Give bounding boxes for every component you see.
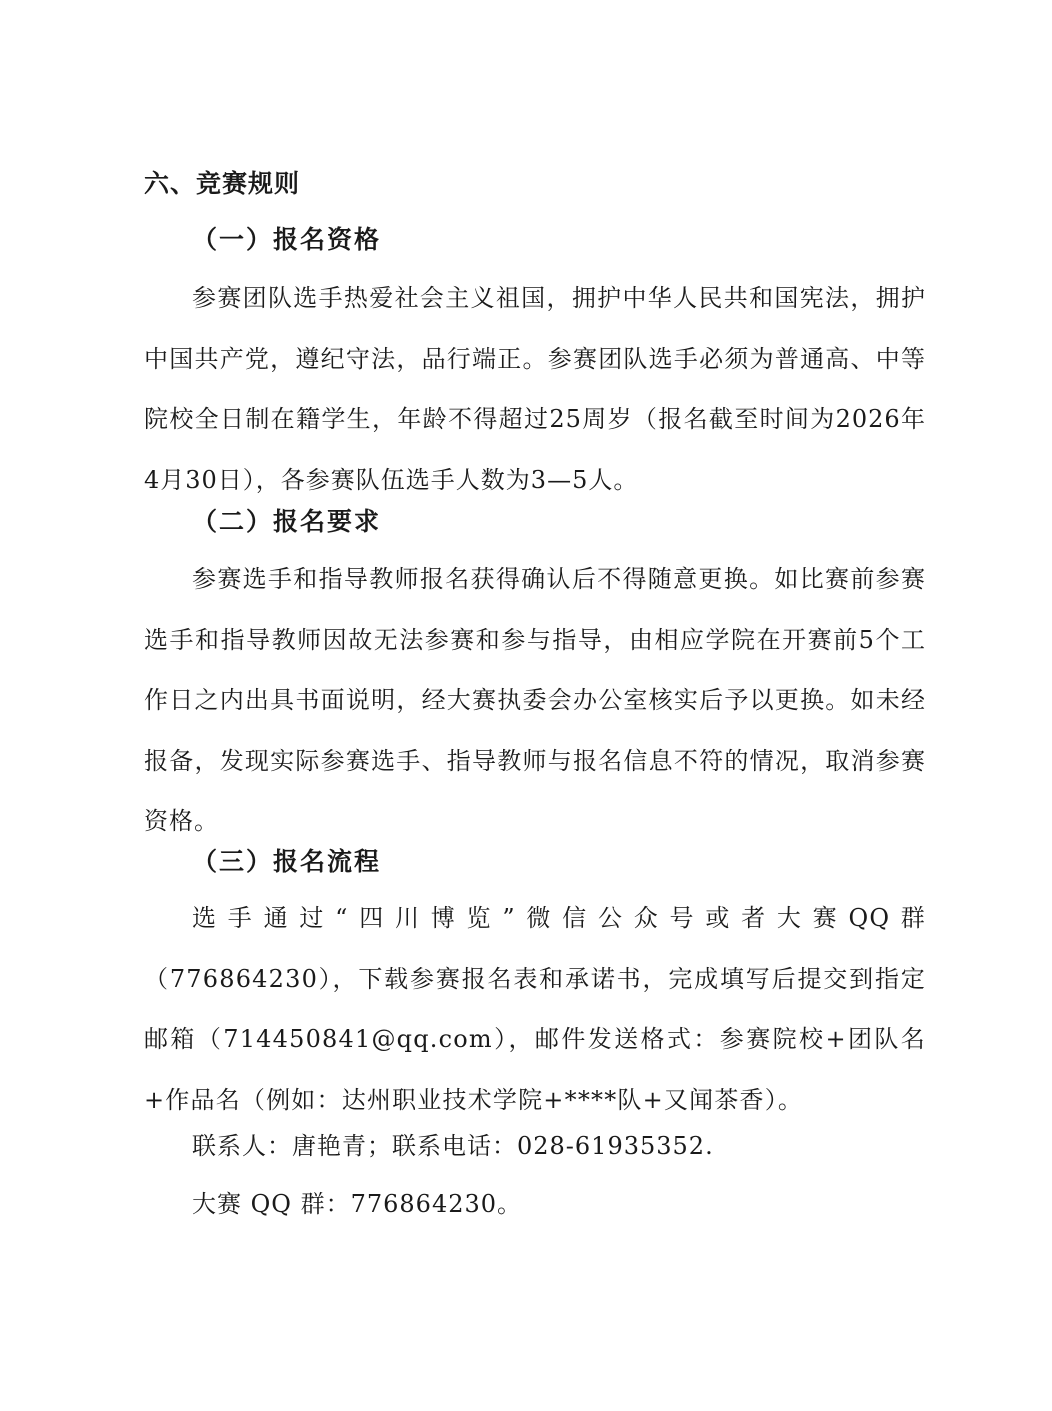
section-heading: 六、竞赛规则 (144, 169, 301, 198)
process-paragraph: 选手通过“四川博览”微信公众号或者大赛QQ群（776864230），下载参赛报名表和承诺书，完成填写后提交到指定邮箱（714450841@qq.com），邮件发送格式：参赛院校+团队名+作品名（例如：达州职业技术学院+****队+又闻茶香）。 (144, 904, 926, 1114)
eligibility-title: （一）报名资格 (192, 225, 382, 254)
requirements-paragraph: 参赛选手和指导教师报名获得确认后不得随意更换。如比赛前参赛选手和指导教师因故无法参赛和参与指导，由相应学院在开赛前5个工作日之内出具书面说明，经大赛执委会办公室核实后予以更换。如未经报备，发现实际参赛选手、指导教师与报名信息不符的情况，取消参赛资格。 (144, 565, 926, 836)
process-title: （三）报名流程 (192, 847, 382, 876)
eligibility-paragraph: 参赛团队选手热爱社会主义祖国，拥护中华人民共和国宪法，拥护中国共产党，遵纪守法，品行端正。参赛团队选手必须为普通高、中等院校全日制在籍学生，年龄不得超过25周岁（报名截至时间为2026年4月30日），各参赛队伍选手人数为3—5人。 (144, 284, 926, 494)
requirements-title: （二）报名要求 (192, 507, 382, 536)
qq-group-line: 大赛 QQ 群：776864230。 (192, 1190, 523, 1218)
contact-line: 联系人：唐艳青；联系电话：028-61935352. (192, 1132, 714, 1160)
